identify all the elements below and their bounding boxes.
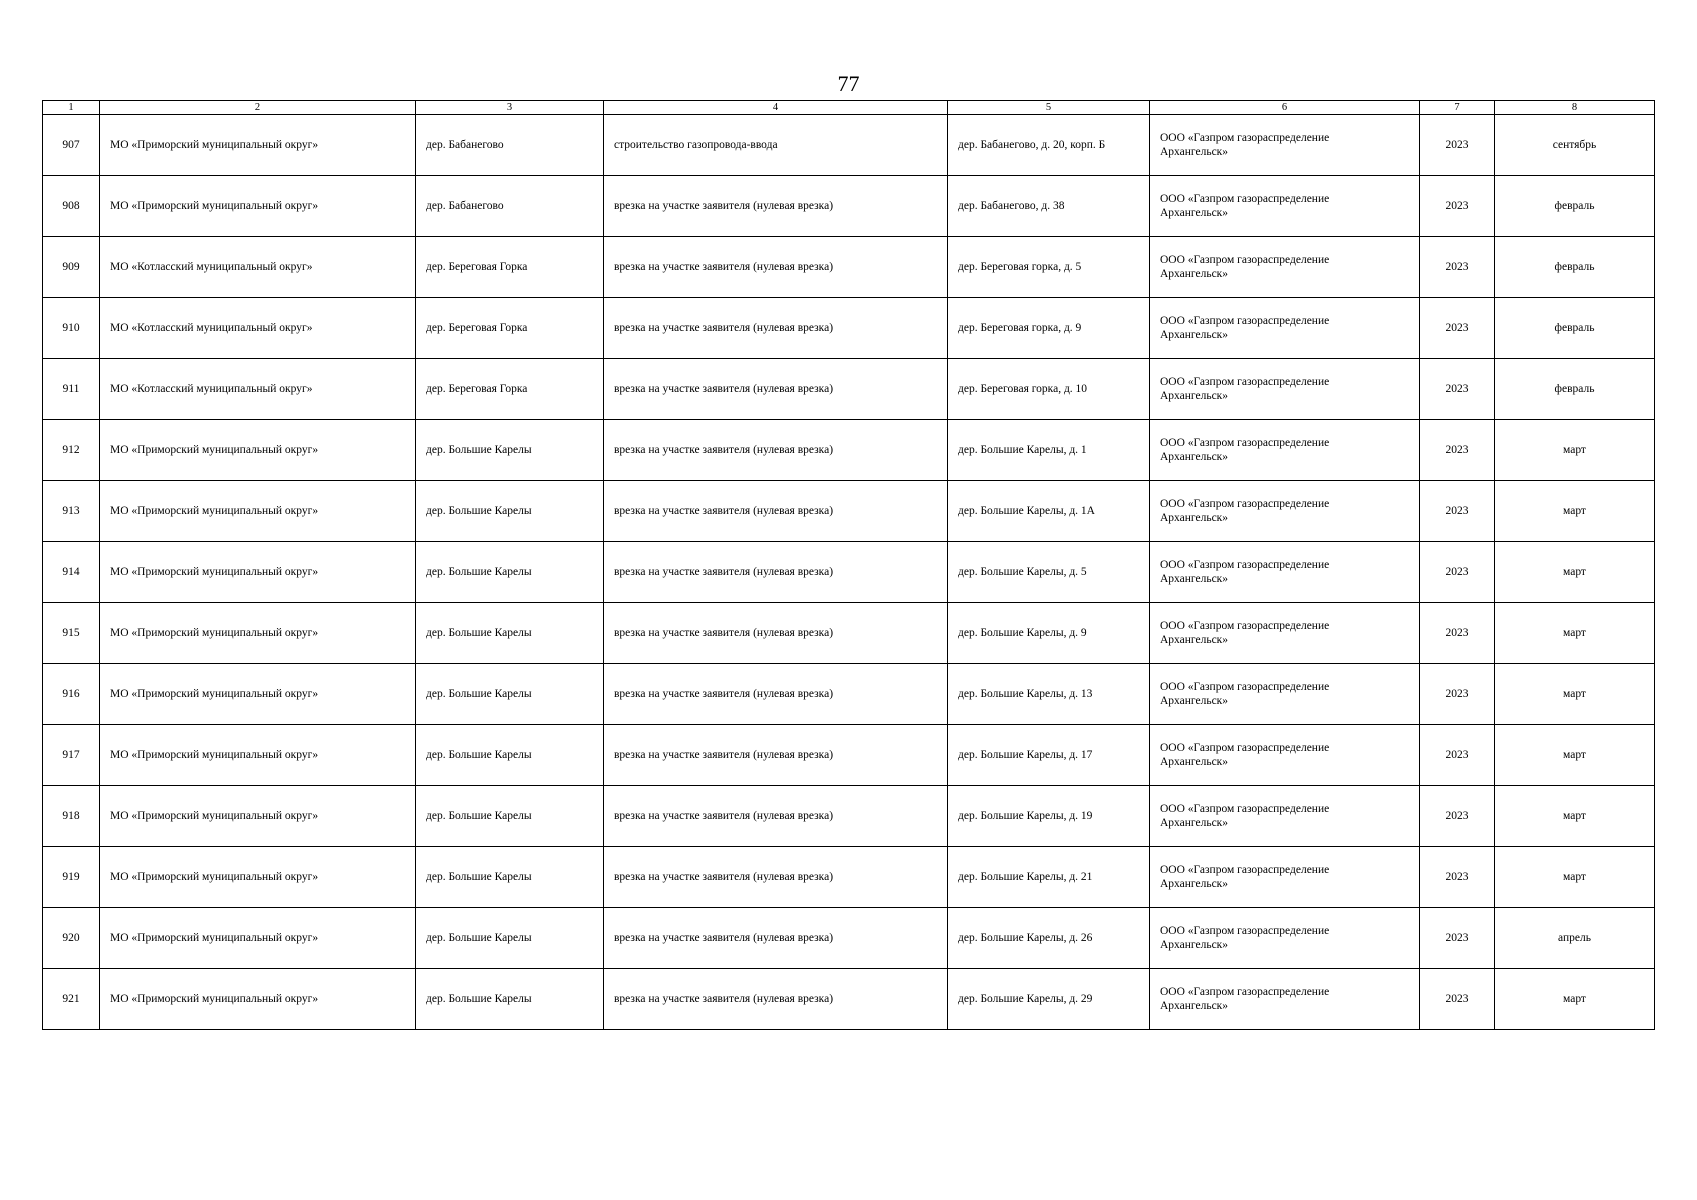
organization-name-line2: Архангельск»	[1160, 207, 1229, 219]
organization-name-line2: Архангельск»	[1160, 634, 1229, 646]
table-row	[43, 359, 1655, 420]
address-cell: дер. Большие Карелы, д. 13	[948, 664, 1150, 725]
row-number-cell: 910	[43, 298, 100, 359]
row-number-cell: 911	[43, 359, 100, 420]
organization-cell	[1150, 908, 1420, 969]
year-cell: 2023	[1420, 603, 1495, 664]
district-cell: МО «Приморский муниципальный округ»	[100, 420, 416, 481]
organization-cell	[1150, 603, 1420, 664]
table-row	[43, 481, 1655, 542]
locality-cell: дер. Большие Карелы	[416, 542, 604, 603]
month-cell: сентябрь	[1495, 115, 1655, 176]
locality-cell: дер. Большие Карелы	[416, 664, 604, 725]
year-cell: 2023	[1420, 115, 1495, 176]
month-cell: март	[1495, 603, 1655, 664]
work-type-cell: врезка на участке заявителя (нулевая врезка)	[604, 603, 948, 664]
locality-cell: дер. Большие Карелы	[416, 420, 604, 481]
column-header: 6	[1150, 101, 1420, 115]
month-cell: март	[1495, 420, 1655, 481]
year-cell: 2023	[1420, 481, 1495, 542]
organization-name-line2: Архангельск»	[1160, 268, 1229, 280]
organization-cell	[1150, 237, 1420, 298]
organization-name-line2: Архангельск»	[1160, 817, 1229, 829]
address-cell: дер. Береговая горка, д. 10	[948, 359, 1150, 420]
row-number-cell: 915	[43, 603, 100, 664]
organization-cell	[1150, 664, 1420, 725]
organization-name-line2: Архангельск»	[1160, 573, 1229, 585]
year-cell: 2023	[1420, 969, 1495, 1030]
organization-name-line1: ООО «Газпром газораспределение	[1160, 376, 1330, 388]
organization-name-line2: Архангельск»	[1160, 329, 1229, 341]
work-type-cell: врезка на участке заявителя (нулевая врезка)	[604, 786, 948, 847]
column-number-header-row	[43, 101, 1655, 115]
work-type-cell: врезка на участке заявителя (нулевая врезка)	[604, 176, 948, 237]
locality-cell: дер. Большие Карелы	[416, 786, 604, 847]
organization-cell	[1150, 420, 1420, 481]
locality-cell: дер. Большие Карелы	[416, 847, 604, 908]
table-row	[43, 176, 1655, 237]
organization-cell	[1150, 847, 1420, 908]
organization-cell	[1150, 359, 1420, 420]
locality-cell: дер. Бабанегово	[416, 176, 604, 237]
address-cell: дер. Береговая горка, д. 5	[948, 237, 1150, 298]
month-cell: март	[1495, 664, 1655, 725]
year-cell: 2023	[1420, 908, 1495, 969]
organization-name-line1: ООО «Газпром газораспределение	[1160, 193, 1330, 205]
organization-cell	[1150, 542, 1420, 603]
work-type-cell: врезка на участке заявителя (нулевая врезка)	[604, 664, 948, 725]
gas-connection-register-table	[42, 100, 1655, 1030]
district-cell: МО «Приморский муниципальный округ»	[100, 969, 416, 1030]
row-number-cell: 912	[43, 420, 100, 481]
district-cell: МО «Котласский муниципальный округ»	[100, 359, 416, 420]
year-cell: 2023	[1420, 298, 1495, 359]
row-number-cell: 908	[43, 176, 100, 237]
locality-cell: дер. Большие Карелы	[416, 481, 604, 542]
work-type-cell: врезка на участке заявителя (нулевая врезка)	[604, 725, 948, 786]
organization-cell	[1150, 969, 1420, 1030]
organization-cell	[1150, 481, 1420, 542]
organization-name-line1: ООО «Газпром газораспределение	[1160, 437, 1330, 449]
address-cell: дер. Большие Карелы, д. 19	[948, 786, 1150, 847]
table-row	[43, 298, 1655, 359]
organization-name-line2: Архангельск»	[1160, 939, 1229, 951]
district-cell: МО «Приморский муниципальный округ»	[100, 664, 416, 725]
organization-name-line1: ООО «Газпром газораспределение	[1160, 315, 1330, 327]
address-cell: дер. Большие Карелы, д. 29	[948, 969, 1150, 1030]
month-cell: март	[1495, 725, 1655, 786]
row-number-cell: 909	[43, 237, 100, 298]
address-cell: дер. Бабанегово, д. 20, корп. Б	[948, 115, 1150, 176]
address-cell: дер. Большие Карелы, д. 1	[948, 420, 1150, 481]
organization-name-line1: ООО «Газпром газораспределение	[1160, 803, 1330, 815]
organization-name-line1: ООО «Газпром газораспределение	[1160, 254, 1330, 266]
row-number-cell: 916	[43, 664, 100, 725]
table-row	[43, 908, 1655, 969]
organization-name-line2: Архангельск»	[1160, 146, 1229, 158]
table-row	[43, 603, 1655, 664]
work-type-cell: врезка на участке заявителя (нулевая врезка)	[604, 542, 948, 603]
year-cell: 2023	[1420, 786, 1495, 847]
organization-name-line2: Архангельск»	[1160, 695, 1229, 707]
address-cell: дер. Большие Карелы, д. 9	[948, 603, 1150, 664]
organization-name-line1: ООО «Газпром газораспределение	[1160, 925, 1330, 937]
address-cell: дер. Большие Карелы, д. 21	[948, 847, 1150, 908]
table-row	[43, 664, 1655, 725]
table-row	[43, 969, 1655, 1030]
month-cell: март	[1495, 481, 1655, 542]
address-cell: дер. Большие Карелы, д. 5	[948, 542, 1150, 603]
work-type-cell: врезка на участке заявителя (нулевая врезка)	[604, 359, 948, 420]
year-cell: 2023	[1420, 847, 1495, 908]
organization-name-line1: ООО «Газпром газораспределение	[1160, 742, 1330, 754]
column-header: 7	[1420, 101, 1495, 115]
organization-name-line2: Архангельск»	[1160, 756, 1229, 768]
organization-cell	[1150, 725, 1420, 786]
district-cell: МО «Приморский муниципальный округ»	[100, 115, 416, 176]
work-type-cell: врезка на участке заявителя (нулевая врезка)	[604, 420, 948, 481]
row-number-cell: 913	[43, 481, 100, 542]
table-row	[43, 542, 1655, 603]
year-cell: 2023	[1420, 725, 1495, 786]
address-cell: дер. Большие Карелы, д. 17	[948, 725, 1150, 786]
district-cell: МО «Приморский муниципальный округ»	[100, 176, 416, 237]
organization-cell	[1150, 298, 1420, 359]
work-type-cell: врезка на участке заявителя (нулевая врезка)	[604, 481, 948, 542]
work-type-cell: врезка на участке заявителя (нулевая врезка)	[604, 969, 948, 1030]
locality-cell: дер. Береговая Горка	[416, 237, 604, 298]
organization-name-line1: ООО «Газпром газораспределение	[1160, 986, 1330, 998]
organization-name-line1: ООО «Газпром газораспределение	[1160, 864, 1330, 876]
column-header: 8	[1495, 101, 1655, 115]
district-cell: МО «Котласский муниципальный округ»	[100, 237, 416, 298]
organization-cell	[1150, 786, 1420, 847]
district-cell: МО «Приморский муниципальный округ»	[100, 542, 416, 603]
district-cell: МО «Котласский муниципальный округ»	[100, 298, 416, 359]
page-number: 77	[837, 71, 860, 96]
column-header: 1	[43, 101, 100, 115]
organization-name-line2: Архангельск»	[1160, 1000, 1229, 1012]
district-cell: МО «Приморский муниципальный округ»	[100, 786, 416, 847]
row-number-cell: 921	[43, 969, 100, 1030]
table-row	[43, 725, 1655, 786]
district-cell: МО «Приморский муниципальный округ»	[100, 847, 416, 908]
organization-name-line2: Архангельск»	[1160, 512, 1229, 524]
address-cell: дер. Большие Карелы, д. 1А	[948, 481, 1150, 542]
locality-cell: дер. Береговая Горка	[416, 298, 604, 359]
column-header: 5	[948, 101, 1150, 115]
organization-cell	[1150, 176, 1420, 237]
address-cell: дер. Береговая горка, д. 9	[948, 298, 1150, 359]
column-header: 2	[100, 101, 416, 115]
month-cell: февраль	[1495, 298, 1655, 359]
month-cell: март	[1495, 969, 1655, 1030]
organization-name-line1: ООО «Газпром газораспределение	[1160, 681, 1330, 693]
year-cell: 2023	[1420, 664, 1495, 725]
table-row	[43, 420, 1655, 481]
row-number-cell: 919	[43, 847, 100, 908]
row-number-cell: 918	[43, 786, 100, 847]
organization-name-line2: Архангельск»	[1160, 878, 1229, 890]
locality-cell: дер. Большие Карелы	[416, 969, 604, 1030]
organization-name-line2: Архангельск»	[1160, 390, 1229, 402]
row-number-cell: 920	[43, 908, 100, 969]
month-cell: март	[1495, 786, 1655, 847]
organization-name-line1: ООО «Газпром газораспределение	[1160, 559, 1330, 571]
table-row	[43, 786, 1655, 847]
year-cell: 2023	[1420, 237, 1495, 298]
district-cell: МО «Приморский муниципальный округ»	[100, 481, 416, 542]
row-number-cell: 914	[43, 542, 100, 603]
work-type-cell: врезка на участке заявителя (нулевая врезка)	[604, 237, 948, 298]
address-cell: дер. Бабанегово, д. 38	[948, 176, 1150, 237]
locality-cell: дер. Бабанегово	[416, 115, 604, 176]
month-cell: февраль	[1495, 237, 1655, 298]
row-number-cell: 917	[43, 725, 100, 786]
locality-cell: дер. Большие Карелы	[416, 908, 604, 969]
organization-name-line1: ООО «Газпром газораспределение	[1160, 498, 1330, 510]
month-cell: март	[1495, 542, 1655, 603]
month-cell: февраль	[1495, 176, 1655, 237]
district-cell: МО «Приморский муниципальный округ»	[100, 725, 416, 786]
year-cell: 2023	[1420, 176, 1495, 237]
work-type-cell: врезка на участке заявителя (нулевая врезка)	[604, 298, 948, 359]
year-cell: 2023	[1420, 420, 1495, 481]
table-row	[43, 237, 1655, 298]
organization-name-line1: ООО «Газпром газораспределение	[1160, 132, 1330, 144]
month-cell: апрель	[1495, 908, 1655, 969]
work-type-cell: врезка на участке заявителя (нулевая врезка)	[604, 908, 948, 969]
table-row	[43, 115, 1655, 176]
district-cell: МО «Приморский муниципальный округ»	[100, 603, 416, 664]
month-cell: февраль	[1495, 359, 1655, 420]
table-row	[43, 847, 1655, 908]
address-cell: дер. Большие Карелы, д. 26	[948, 908, 1150, 969]
row-number-cell: 907	[43, 115, 100, 176]
month-cell: март	[1495, 847, 1655, 908]
organization-cell	[1150, 115, 1420, 176]
year-cell: 2023	[1420, 359, 1495, 420]
work-type-cell: врезка на участке заявителя (нулевая врезка)	[604, 847, 948, 908]
column-header: 3	[416, 101, 604, 115]
locality-cell: дер. Большие Карелы	[416, 725, 604, 786]
column-header: 4	[604, 101, 948, 115]
organization-name-line2: Архангельск»	[1160, 451, 1229, 463]
year-cell: 2023	[1420, 542, 1495, 603]
organization-name-line1: ООО «Газпром газораспределение	[1160, 620, 1330, 632]
locality-cell: дер. Большие Карелы	[416, 603, 604, 664]
locality-cell: дер. Береговая Горка	[416, 359, 604, 420]
work-type-cell: строительство газопровода-ввода	[604, 115, 948, 176]
district-cell: МО «Приморский муниципальный округ»	[100, 908, 416, 969]
